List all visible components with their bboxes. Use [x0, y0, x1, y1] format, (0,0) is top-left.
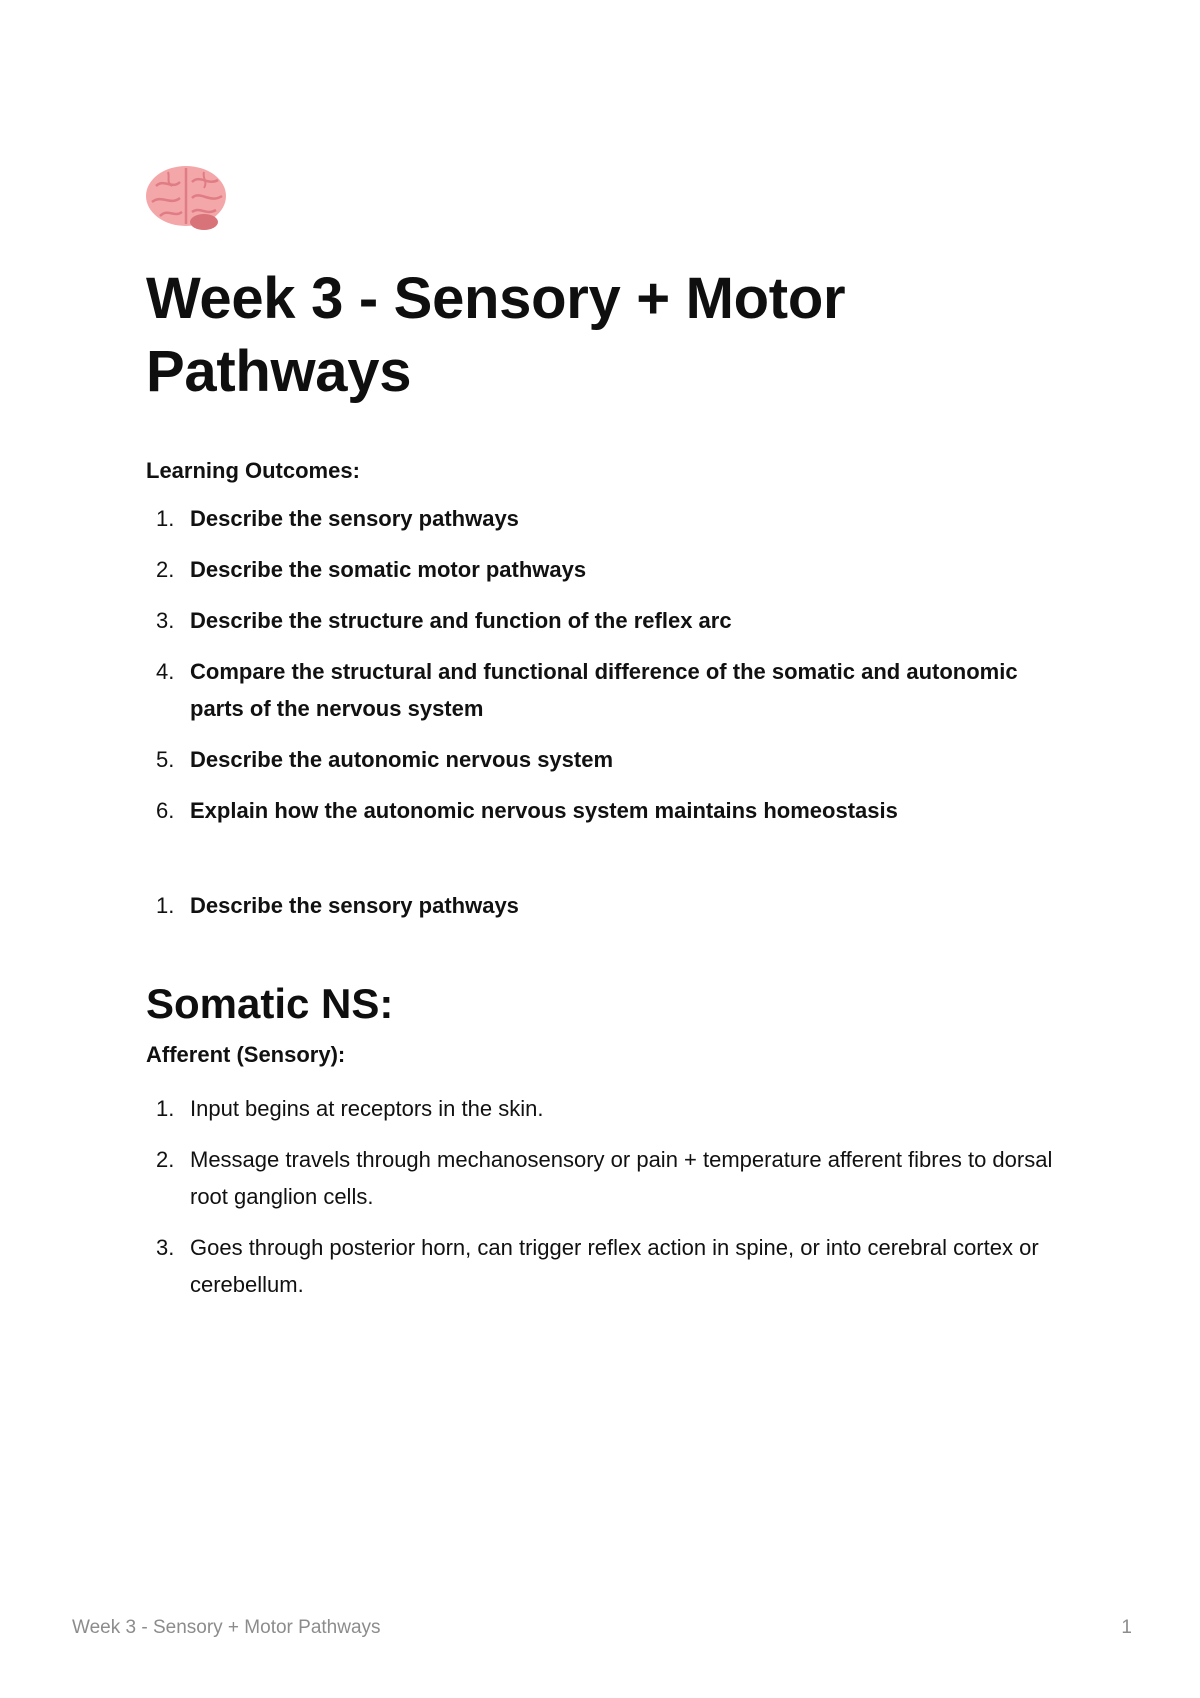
learning-outcomes-label: Learning Outcomes:	[146, 458, 360, 483]
list-item: 6. Explain how the autonomic nervous system maintains homeostasis	[156, 798, 898, 823]
learning-outcomes-list	[146, 500, 1066, 829]
section-outcome-list	[146, 887, 1066, 924]
list-item: 5. Describe the autonomic nervous system	[156, 747, 614, 772]
footer-title: Week 3 - Sensory + Motor Pathways	[72, 1617, 381, 1638]
list-item: 1. Describe the sensory pathways	[156, 506, 519, 531]
list-item: 1. Describe the sensory pathways	[156, 893, 519, 918]
page-title: Week 3 - Sensory + Motor Pathways	[146, 266, 846, 404]
list-item: 2. Message travels through mechanosensory or pain + temperature afferent fibres to dorsal root ganglion cells.	[156, 1147, 1053, 1209]
page-number: 1	[1121, 1617, 1132, 1638]
list-item: 1. Input begins at receptors in the skin.	[156, 1096, 544, 1121]
afferent-label: Afferent (Sensory):	[146, 1042, 346, 1067]
brain-icon	[142, 160, 232, 240]
list-item: 3. Goes through posterior horn, can trigger reflex action in spine, or into cerebral cortex or cerebellum.	[156, 1235, 1039, 1297]
afferent-steps-list	[146, 1090, 1066, 1303]
list-item: 4. Compare the structural and functional difference of the somatic and autonomic parts of the nervous system	[156, 659, 1018, 721]
document-page	[146, 160, 1066, 1303]
section-heading: Somatic NS:	[146, 980, 394, 1027]
list-item: 3. Describe the structure and function of the reflex arc	[156, 608, 732, 633]
list-item: 2. Describe the somatic motor pathways	[156, 557, 587, 582]
